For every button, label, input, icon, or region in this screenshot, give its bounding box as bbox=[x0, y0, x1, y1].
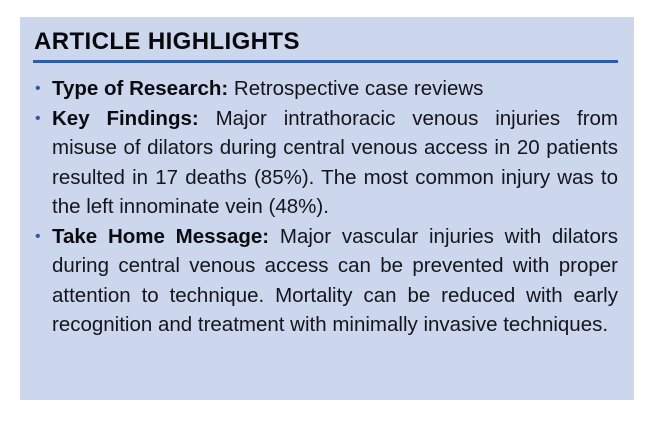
item-text: Major intrathoracic venous injuries from misuse of dilators during central venous access in 20 patients resulted in 17 deaths (85%). The most common injury was to the left innominate vein (48%). bbox=[52, 106, 618, 218]
list-item-type-of-research bbox=[33, 74, 618, 104]
list-item-key-findings bbox=[33, 104, 618, 222]
list-item-take-home-message bbox=[33, 222, 618, 340]
article-highlights-panel bbox=[20, 17, 634, 400]
bullet-icon: • bbox=[35, 80, 41, 97]
item-label: Take Home Message: bbox=[52, 224, 270, 248]
panel-title: ARTICLE HIGHLIGHTS bbox=[34, 28, 300, 55]
item-label: Key Findings: bbox=[52, 106, 199, 130]
bullet-icon: • bbox=[35, 109, 41, 127]
item-label: Type of Research: bbox=[52, 77, 229, 100]
item-text: Major vascular injuries with dilators during central venous access can be prevented with proper attention to technique. Mortality can be reduced with early recognition and treatment with minimally invasive techniques. bbox=[52, 224, 618, 336]
highlights-list bbox=[33, 74, 618, 340]
bullet-icon: • bbox=[35, 227, 41, 245]
item-text: Retrospective case reviews bbox=[233, 77, 484, 100]
title-underline-divider bbox=[33, 60, 618, 63]
